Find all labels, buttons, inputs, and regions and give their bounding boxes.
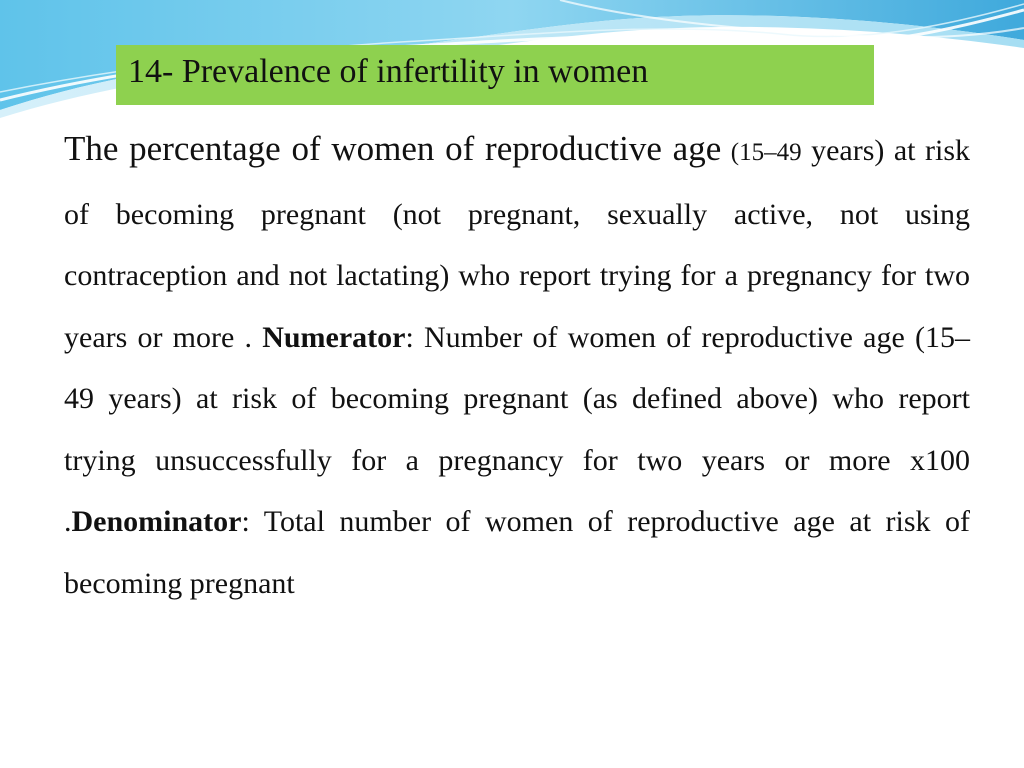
- body-text-part3: : Total number of women of reproductive age at risk of becoming pregnant: [64, 505, 970, 600]
- numerator-label: Numerator: [262, 320, 406, 354]
- body-lead-text: The percentage of women of reproductive age: [64, 129, 722, 168]
- slide-title-banner: [116, 45, 874, 105]
- body-text-part2: : Number of women of reproductive age (15–49 years) at risk of becoming pregnant (as defined above) who report trying unsuccessfully for a pregnancy for two years or more x100 .: [64, 320, 970, 538]
- body-age-range: (15–49: [730, 139, 802, 166]
- slide-title: 14- Prevalence of infertility in women: [128, 53, 649, 90]
- body-paragraph: [64, 118, 970, 614]
- body-text-part1: years) at risk of becoming pregnant (not pregnant, sexually active, not using contraception and not lactating) who report trying for a pregnancy for two years or more .: [64, 134, 971, 354]
- denominator-label: Denominator: [71, 505, 242, 538]
